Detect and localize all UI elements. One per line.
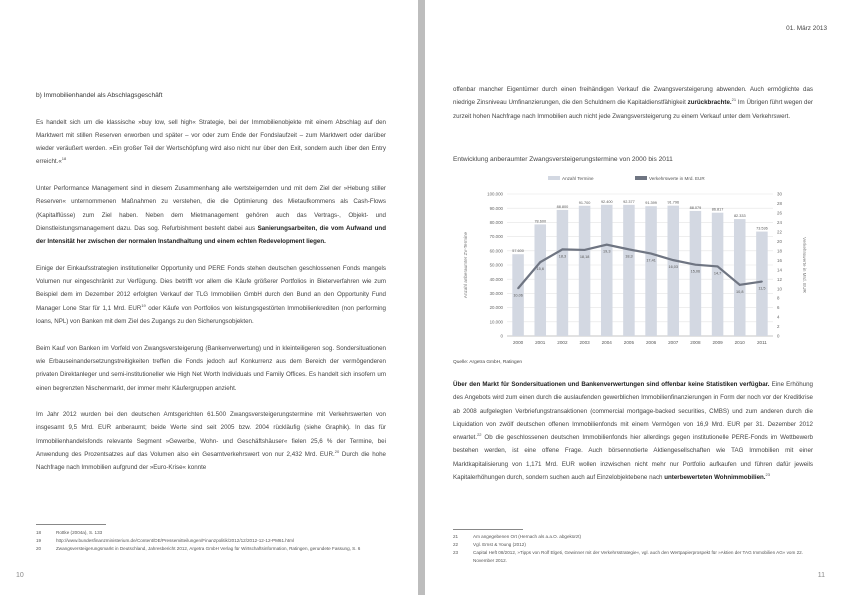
footnote: 21 Am angegebenen Ort (Hernach als a.a.O. abgekürzt) bbox=[453, 534, 582, 539]
line-point bbox=[739, 284, 741, 286]
footnote: 20 Zwangsversteigerungsmarkt in Deutschland, Jahresbericht 2012, Argetra GmbH Verlag für Wirtschaftsinformation, Ratingen, gerundete Fassung, S. 6 bbox=[36, 546, 361, 551]
bar bbox=[579, 206, 591, 336]
line-point bbox=[584, 249, 586, 251]
y-left-tick-label: 80.000 bbox=[489, 220, 503, 225]
right-body-top bbox=[453, 83, 813, 136]
y-right-tick-label: 28 bbox=[777, 201, 782, 207]
line-point bbox=[562, 248, 564, 250]
line-value-label: 14,7 bbox=[713, 271, 722, 276]
x-tick-label: 2004 bbox=[601, 340, 612, 345]
bar-value-label: 92.377 bbox=[623, 199, 635, 204]
bar-value-label: 78.600 bbox=[534, 219, 547, 224]
y-right-tick-label: 0 bbox=[777, 333, 780, 339]
chart-source: Quelle: Argetra GmbH, Ratingen bbox=[453, 360, 523, 365]
y-right-tick-label: 6 bbox=[777, 305, 780, 311]
x-tick-label: 2009 bbox=[712, 340, 723, 345]
x-tick-label: 2005 bbox=[623, 340, 635, 345]
line-point bbox=[628, 248, 630, 250]
bar bbox=[734, 219, 746, 336]
line-value-label: 19,3 bbox=[603, 249, 611, 254]
section-heading: b) Immobilienhandel als Abschlagsgeschäft bbox=[36, 92, 163, 99]
y-right-tick-label: 14 bbox=[777, 267, 782, 273]
footnotes bbox=[36, 529, 386, 553]
page-date: 01. März 2013 bbox=[786, 25, 827, 32]
y-right-tick-label: 18 bbox=[777, 248, 782, 254]
bar bbox=[667, 206, 679, 336]
y-right-tick-label: 4 bbox=[777, 314, 780, 320]
page-number: 11 bbox=[817, 572, 825, 579]
y-left-tick-label: 30.000 bbox=[489, 291, 503, 296]
line-point bbox=[761, 281, 763, 283]
right-body-bottom bbox=[453, 378, 813, 498]
line-point bbox=[539, 261, 541, 263]
y-right-tick-label: 24 bbox=[777, 220, 782, 225]
y-right-tick-label: 8 bbox=[777, 295, 780, 301]
y-right-tick-label: 30 bbox=[777, 191, 782, 197]
x-tick-label: 2010 bbox=[734, 340, 745, 345]
line-value-label: 16,03 bbox=[668, 265, 679, 270]
line-value-label: 15,6 bbox=[536, 267, 544, 272]
y-left-tick-label: 90.000 bbox=[489, 205, 503, 211]
footnote-ref: 18 bbox=[61, 156, 67, 162]
paragraph: Einige der Einkaufsstrategien institutioneller Opportunity und PERE Fonds stehen deutschen geschlossenen Fonds mangels Volumen nur eingeschränkt zur Verfügung. Dies betrifft vor allem die Käufe größerer Portfolios in Bieterverfahren wie zum Beispiel dem im Dezember 2012 erfolgten Verkauf der TLG Immobilien GmbH durch den Bund an den Opportunity Fund Manager Lone Star für 1,1 Mrd. EUR$^{19}$ oder Käufe von Portfolios von leistungsgestörten Immobilienkrediten (non performing loans, NPL) von Banken mit dem Ziel des Zugangs zu den Sicherungsobjekten. bbox=[36, 264, 386, 326]
bar bbox=[534, 224, 546, 336]
bar-value-label: 91.399 bbox=[645, 201, 657, 206]
bar-value-label: 86.817 bbox=[711, 207, 724, 212]
line-value-label: 10,06 bbox=[513, 293, 523, 298]
y-right-axis-title: Verkehrswerte in Mrd. EUR bbox=[802, 237, 807, 293]
y-right-tick-label: 22 bbox=[777, 229, 782, 235]
line-value-label: 17,41 bbox=[646, 258, 656, 263]
legend-label: Anzahl Termine bbox=[562, 176, 594, 181]
legend-swatch-bars bbox=[548, 176, 560, 180]
bar-value-label: 73.536 bbox=[756, 226, 768, 231]
bar-value-label: 82.333 bbox=[733, 214, 746, 219]
line-point bbox=[606, 244, 608, 246]
x-tick-label: 2008 bbox=[690, 340, 701, 345]
legend-swatch-line bbox=[635, 176, 647, 180]
paragraph: Beim Kauf von Banken im Vorfeld von Zwangsversteigerung (Bankenverwertung) und in kleinteiligeren sog. Sondersituationen wie Erbauseinandersetzungstreitigkeiten treffen die Fonds jedoch auf Konkurrenz aus dem Bereich der vermögenderen privaten Direktanleger und semi-institutioneller wie High Net Worth Individuals und Family Offices. Es handelt sich insofern um einen begrenzten Nischenmarkt, der immer mehr Käufergruppen anzieht. bbox=[36, 344, 386, 392]
line-point bbox=[672, 259, 674, 261]
bar-value-label: 88.800 bbox=[556, 204, 569, 209]
footnote: 22 Vgl. Ernst & Young (2012) bbox=[453, 542, 526, 547]
right-page bbox=[425, 0, 843, 595]
y-left-tick-label: 20.000 bbox=[489, 305, 503, 311]
y-left-tick-label: 70.000 bbox=[489, 234, 503, 240]
bar-value-label: 91.796 bbox=[667, 200, 680, 205]
footnote: 18 Rottke (2004a), S. 133 bbox=[36, 530, 103, 535]
left-page bbox=[0, 0, 418, 595]
footnote-ref: 19 bbox=[141, 302, 146, 308]
bar-value-label: 91.700 bbox=[578, 200, 591, 205]
footnote-ref: 21 bbox=[731, 97, 737, 103]
y-right-tick-label: 26 bbox=[777, 210, 782, 216]
bar-value-label: 92.400 bbox=[600, 199, 613, 204]
y-right-tick-label: 16 bbox=[777, 257, 782, 263]
y-left-tick-label: 60.000 bbox=[489, 248, 503, 254]
bar-value-label: 88.079 bbox=[689, 205, 702, 210]
chart-heading: Entwicklung anberaumter Zwangsversteigerungstermine von 2000 bis 2011 bbox=[453, 156, 673, 163]
y-right-tick-label: 20 bbox=[777, 238, 782, 244]
x-tick-label: 2003 bbox=[579, 340, 590, 345]
y-right-tick-label: 2 bbox=[777, 324, 780, 330]
bar bbox=[601, 205, 613, 336]
line-point bbox=[695, 264, 697, 266]
footnote-rule bbox=[36, 524, 106, 525]
y-right-tick-label: 10 bbox=[777, 286, 782, 292]
line-value-label: 10,8 bbox=[736, 289, 744, 294]
bar bbox=[645, 206, 657, 336]
footnotes bbox=[453, 533, 813, 565]
y-left-axis-title: Anzahl anberaumter ZV-Termine bbox=[463, 231, 468, 299]
paragraph: Es handelt sich um die klassische »buy low, sell high« Strategie, bei der Immobilienobjekte mit einem Abschlag auf den Marktwert mit stillen Reserven erworben und später – vor oder zum Ende der Fondslaufzeit – zum Marktwert oder darüber wieder veräußert werden. »Ein großer Teil der Wertschöpfung wird also nicht nur über den Exit, sondern auch über den Entry erreicht.«$^{18}$ bbox=[36, 118, 386, 166]
line-point bbox=[517, 287, 519, 289]
x-tick-label: 2001 bbox=[535, 340, 546, 345]
bar-line-chart bbox=[453, 170, 815, 355]
paragraph: Im Jahr 2012 wurden bei den deutschen Amtsgerichten 61.500 Zwangsversteigerungstermine mit Verkehrswerten von insgesamt 9,5 Mrd. EUR anberaumt; beide Werte sind seit 2005 bzw. 2004 rückläufig (siehe Graphik). In das für Immobilienhandelsfonds relevante Segment »Gewerbe, Wohn- und Geschäftshäuser« fielen 25,6 % der Termine, bei Anwendung des Prozentsatzes auf das Volumen also ein Gesamtverkehrswert von nur 2,432 Mrd. EUR.$^{20}$ Durch die hohe Nachfrage nach Immobilien aufgrund der »Euro-Krise« konnte bbox=[36, 411, 386, 472]
footnote: 23 Capital Heft 08/2012, »Tipps von Rolf Elgeti, Gewinner mit der Verkehrsstrategie«, vgl. auch den Wertpapierprospekt für »Aktien der TAG Immobilien AG« vom 22. November 2012. bbox=[453, 550, 803, 563]
legend-label: Verkehrswerte in Mrd. EUR bbox=[649, 176, 705, 181]
x-tick-label: 2006 bbox=[645, 340, 657, 345]
x-tick-label: 2007 bbox=[668, 340, 679, 345]
paragraph: Unter Performance Management sind in diesem Zusammenhang alle wertsteigernden und mit dem Ziel der »Hebung stiller Reserven« unternommenen Maßnahmen zu verstehen, die die Optimierung des Mietaufkommens als Cash-Flows (Kapitalflüsse) zum Ziel haben. Neben dem Mietmanagement gehören auch das Vertrags-, Objekt- und Dienstleistungsmanagement dazu. Das sog. Refurbishment besteht dabei aus Sanierungsarbeiten, die vom Aufwand und der Intensität her zwischen der normalen Instandhaltung und einem echten Redevelopment liegen. bbox=[36, 185, 386, 246]
x-tick-label: 2002 bbox=[557, 340, 568, 345]
line-value-label: 15,06 bbox=[690, 269, 701, 274]
footnote: 19 http://www.bundesfinanzministerium.de/Content/DE/Pressemitteilungen/Finanzpolitik/2012/12/2012-12-12-PM61.html bbox=[36, 538, 294, 543]
line-value-label: 11,5 bbox=[758, 286, 766, 291]
page-number: 10 bbox=[16, 572, 24, 579]
footnote-ref: 23 bbox=[765, 472, 770, 478]
bar bbox=[623, 205, 635, 336]
footnote-rule bbox=[453, 529, 523, 530]
footnote-ref: 22 bbox=[477, 432, 482, 438]
y-left-tick-label: 100.000 bbox=[487, 191, 503, 197]
line-value-label: 18,3 bbox=[558, 254, 567, 259]
footnote-ref: 20 bbox=[334, 448, 340, 454]
y-right-tick-label: 12 bbox=[777, 276, 782, 282]
x-tick-label: 2000 bbox=[512, 340, 524, 345]
y-left-tick-label: 40.000 bbox=[489, 276, 503, 282]
paragraph: offenbar mancher Eigentümer durch einen freihändigen Verkauf die Zwangsversteigerung abwenden. Auch ermöglichte das niedrige Zinsniveau Umfinanzierungen, die den Schuldnern die Kapitaldienstfähigkeit zurückbrachte.$^{21}$ Im Übrigen führt wegen der zurzeit hohen Nachfrage nach Immobilien auch nicht jede Zwangsversteigerung zu einem Verkauf unter dem Verkehrswert. bbox=[453, 86, 813, 120]
y-left-tick-label: 0 bbox=[500, 333, 503, 339]
line-point bbox=[717, 266, 719, 268]
line-value-label: 18,18 bbox=[579, 254, 590, 259]
book-spine bbox=[418, 0, 425, 595]
series-line bbox=[518, 245, 762, 289]
left-body-text bbox=[36, 89, 386, 488]
line-value-label: 18,3 bbox=[625, 254, 633, 259]
x-tick-label: 2011 bbox=[756, 340, 767, 345]
bar bbox=[557, 210, 569, 336]
bar bbox=[756, 232, 768, 336]
y-left-tick-label: 10.000 bbox=[489, 319, 503, 325]
line-point bbox=[650, 253, 652, 255]
y-left-tick-label: 50.000 bbox=[489, 262, 503, 268]
paragraph: Über den Markt für Sondersituationen und Bankenverwertungen sind offenbar keine Statistiken verfügbar. Eine Erhöhung des Angebots wird zum einen durch die auslaufenden gewerblichen Immobilienfinanzierungen in Form der noch vor der Kreditkrise ab 2008 aufgelegten Verbriefungstransaktionen (commercial mortgage-backed securities, CMBS) und zum anderen durch die Liquidation von zwölf deutschen offenen Immobilienfonds mit einem Vermögen von 16,9 Mrd. EUR per 31. Dezember 2012 erwartet.$^{22}$ Ob die geschlossenen deutschen Immobilienfonds hier allerdings gegen institutionelle PERE-Fonds im Wettbewerb bestehen werden, ist eine offene Frage. Auch börsennotierte Aktiengesellschaften wie TAG Immobilien mit einer Marktkapitalisierung von 1,171 Mrd. EUR wollen inzwischen nicht mehr nur Portfolio aufkaufen und führen dafür jeweils Kapitalerhöhungen durch, sondern suchen auch auf Einzelobjektebene nach unterbewerteten Wohnimmobilien.$^{23}$ bbox=[453, 381, 813, 482]
bar-value-label: 57.600 bbox=[512, 249, 524, 254]
